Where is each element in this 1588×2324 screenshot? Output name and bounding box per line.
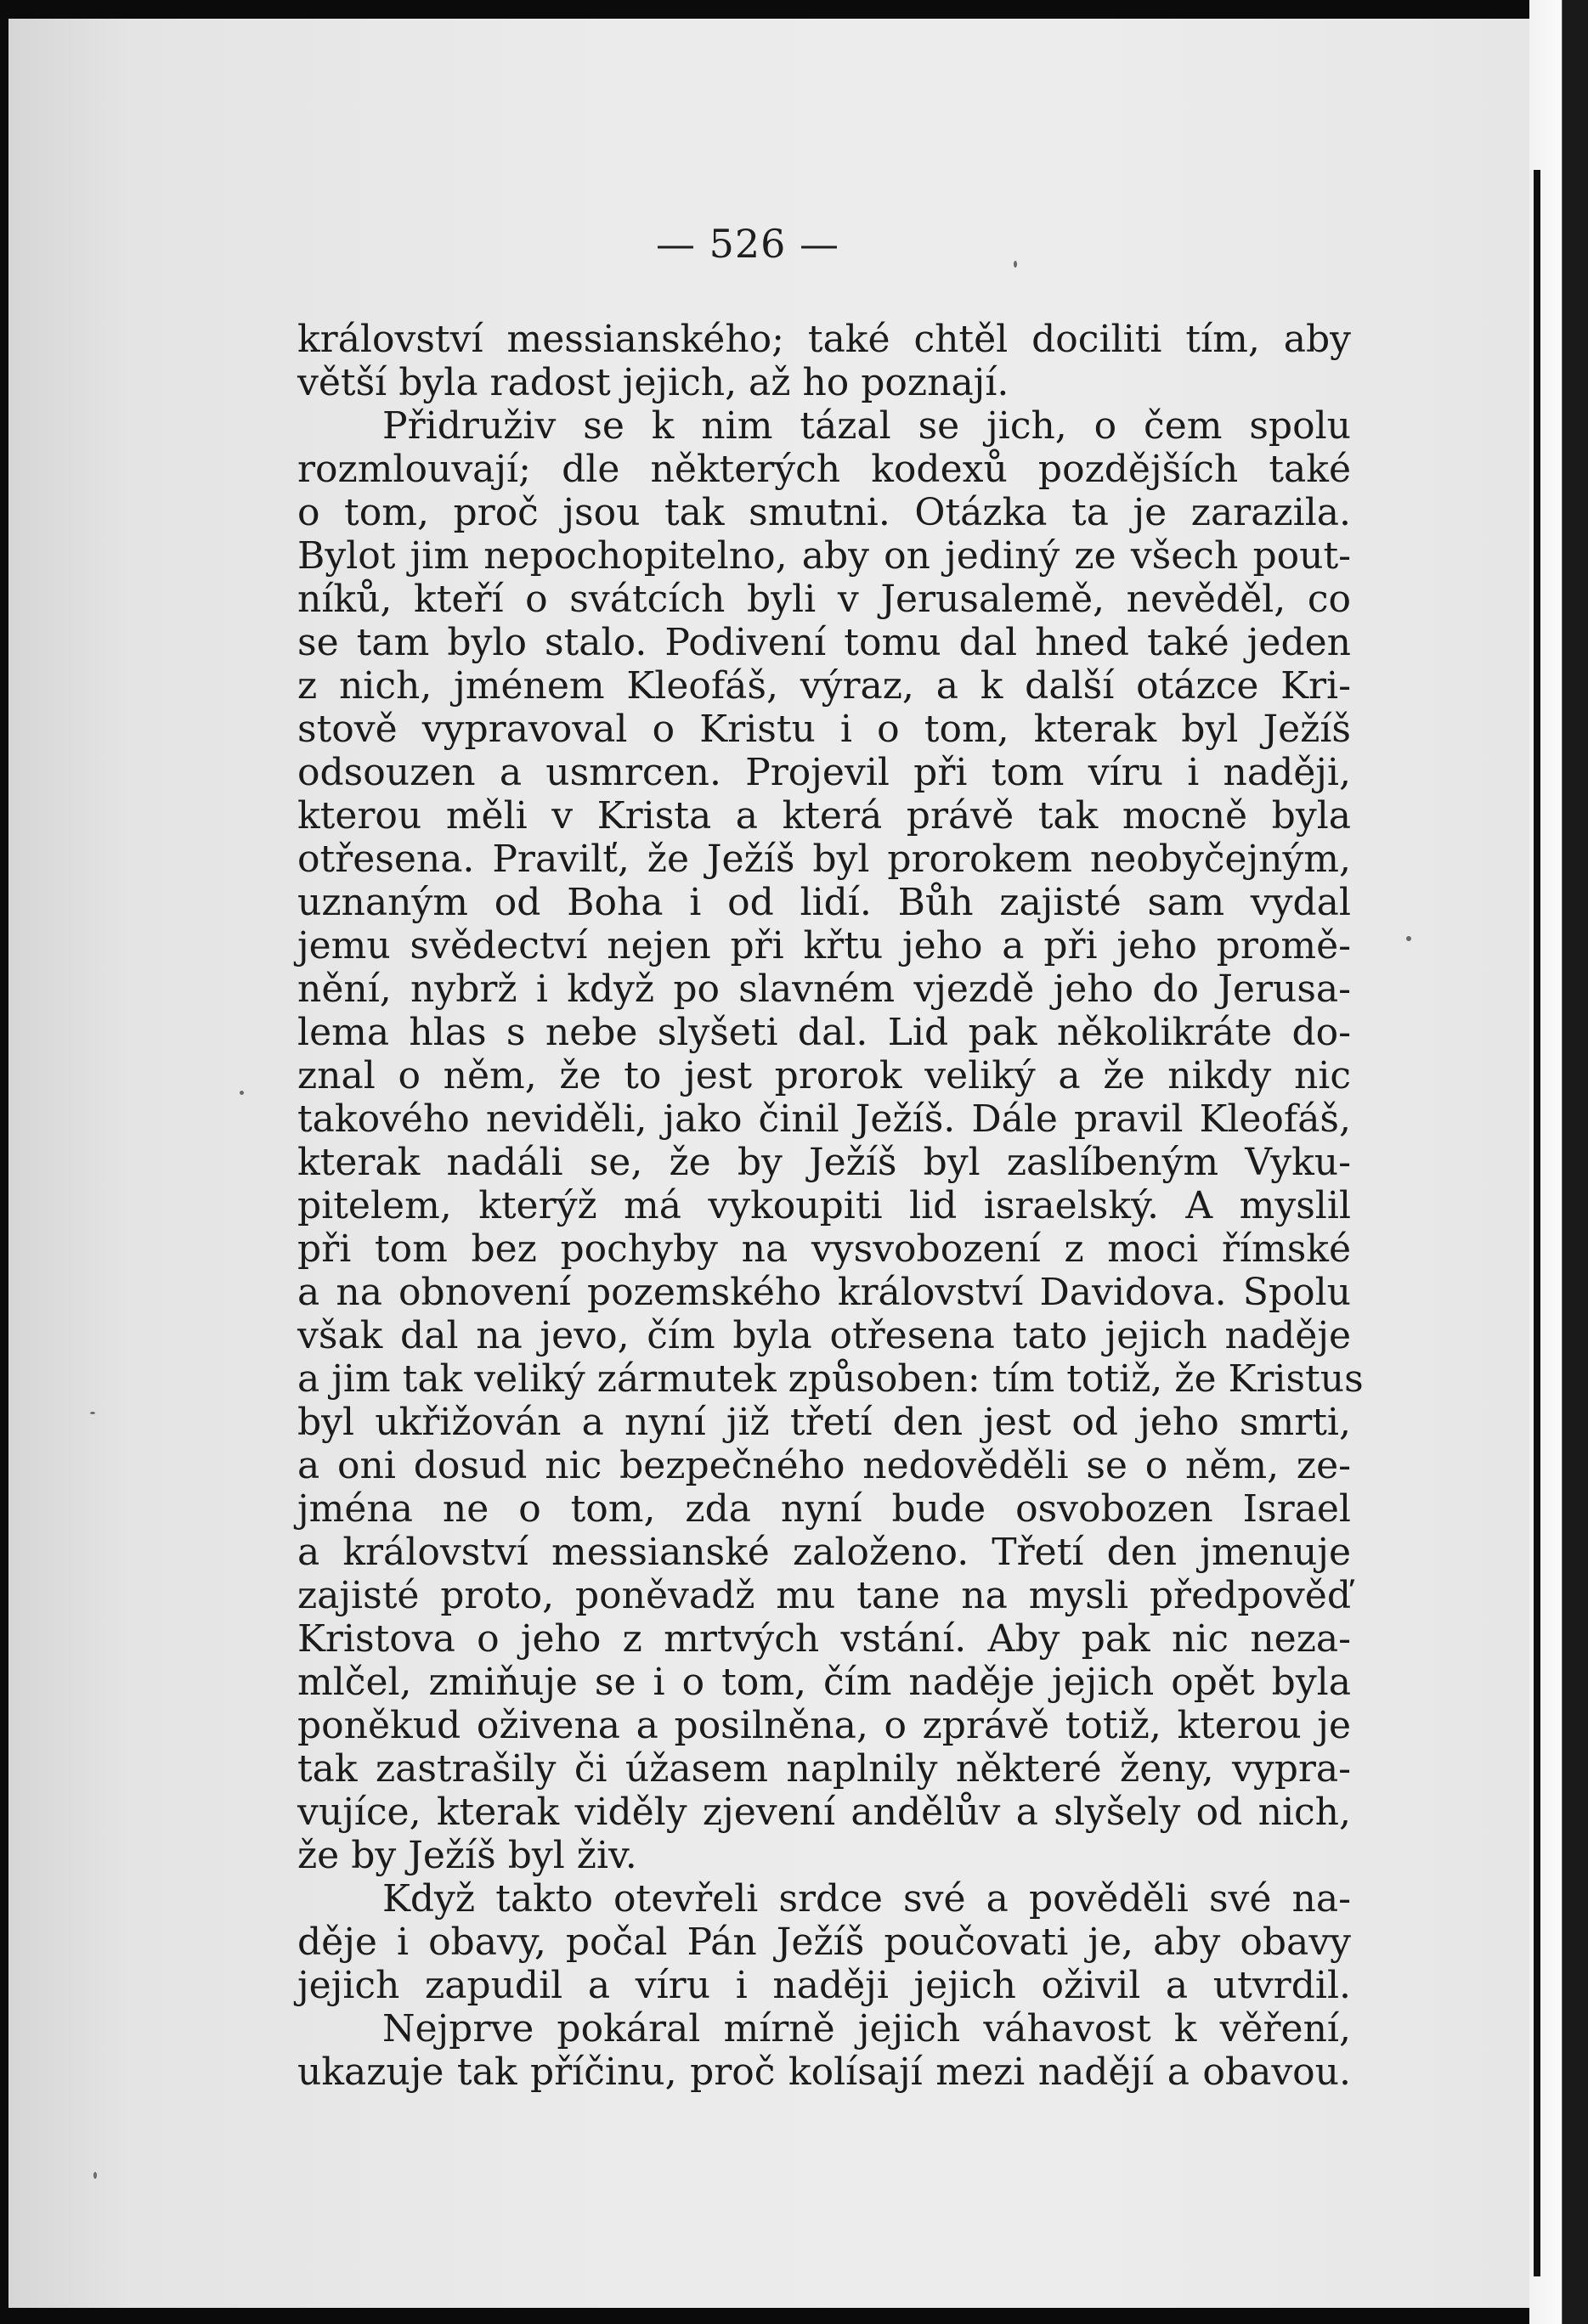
body-text — [297, 318, 1364, 2094]
text-line: a oni dosud nic bezpečného nedověděli se o něm, ze- — [297, 1444, 1351, 1487]
book-page — [8, 19, 1529, 2308]
text-line: kterou měli v Krista a která právě tak mocně byla — [297, 794, 1351, 838]
text-line: Přidruživ se k nim tázal se jich, o čem spolu — [382, 404, 1351, 448]
binding-edge — [1534, 170, 1540, 2276]
scan-speck — [1014, 261, 1017, 268]
text-line: Nejprve pokáral mírně jejich váhavost k věření, — [382, 2007, 1351, 2050]
text-line: však dal na jevo, čím byla otřesena tato jejich naděje — [297, 1314, 1351, 1357]
text-line: kterak nadáli se, že by Ježíš byl zaslíbeným Vyku- — [297, 1141, 1351, 1184]
text-line: tak zastrašily či úžasem naplnily některé ženy, vypra- — [297, 1747, 1351, 1791]
text-line: jména ne o tom, zda nyní bude osvobozen Israel — [297, 1487, 1351, 1531]
text-line: níků, kteří o svátcích byli v Jerusalemě, nevěděl, co — [297, 578, 1351, 621]
text-line: takového neviděli, jako činil Ježíš. Dále pravil Kleofáš, — [297, 1097, 1351, 1141]
text-line: mlčel, zmiňuje se i o tom, čím naděje jejich opět byla — [297, 1661, 1351, 1704]
scan-speck — [240, 1091, 244, 1095]
text-line: že by Ježíš byl živ. — [297, 1834, 637, 1877]
text-line: děje i obavy, počal Pán Ježíš poučovati je, aby obavy — [297, 1921, 1351, 1964]
text-line: zajisté proto, poněvadž mu tane na mysli předpověď — [297, 1574, 1351, 1617]
text-line: stově vypravoval o Kristu i o tom, kterak byl Ježíš — [297, 708, 1351, 751]
text-line: o tom, proč jsou tak smutni. Otázka ta je zarazila. — [297, 491, 1351, 534]
text-line: a království messianské založeno. Třetí den jmenuje — [297, 1531, 1351, 1574]
text-line: se tam bylo stalo. Podivení tomu dal hned také jeden — [297, 621, 1351, 664]
text-line: nění, nybrž i když po slavném vjezdě jeho do Jerusa- — [297, 967, 1351, 1011]
scan-speck — [90, 1412, 95, 1414]
text-line: uznaným od Boha i od lidí. Bůh zajisté sam vydal — [297, 881, 1351, 924]
text-line: a na obnovení pozemského království Davidova. Spolu — [297, 1271, 1351, 1314]
text-line: z nich, jménem Kleofáš, výraz, a k další otázce Kri- — [297, 664, 1351, 708]
text-line: rozmlouvají; dle některých kodexů pozdějších také — [297, 448, 1351, 491]
text-line: pitelem, kterýž má vykoupiti lid israelský. A myslil — [297, 1184, 1351, 1227]
text-line: větší byla radost jejich, až ho poznají. — [297, 361, 1009, 404]
text-line: znal o něm, že to jest prorok veliký a že nikdy nic — [297, 1054, 1351, 1097]
text-line: vujíce, kterak viděly zjevení andělův a slyšely od nich, — [297, 1791, 1351, 1834]
text-line: Kristova o jeho z mrtvých vstání. Aby pak nic neza- — [297, 1617, 1351, 1661]
text-line: království messianského; také chtěl dociliti tím, aby — [297, 318, 1351, 361]
page-number: — 526 — — [655, 221, 840, 267]
text-line: lema hlas s nebe slyšeti dal. Lid pak několikráte do- — [297, 1011, 1351, 1054]
text-line: při tom bez pochyby na vysvobození z moci římské — [297, 1227, 1351, 1271]
text-line: jemu svědectví nejen při křtu jeho a při jeho promě- — [297, 924, 1351, 967]
text-line: jejich zapudil a víru i naději jejich oživil a utvrdil. — [297, 1964, 1351, 2007]
text-line: byl ukřižován a nyní již třetí den jest od jeho smrti, — [297, 1401, 1351, 1444]
text-line: ukazuje tak příčinu, proč kolísají mezi nadějí a obavou. — [297, 2050, 1351, 2094]
text-line: a jim tak veliký zármutek způsoben: tím totiž, že Kristus — [297, 1357, 1364, 1401]
text-line: Když takto otevřeli srdce své a pověděli své na- — [382, 1877, 1351, 1921]
text-line: odsouzen a usmrcen. Projevil při tom víru i naději, — [297, 751, 1351, 794]
scan-speck — [93, 2172, 97, 2179]
text-line: Bylot jim nepochopitelno, aby on jediný ze všech pout- — [297, 534, 1351, 578]
text-line: poněkud oživena a posilněna, o zprávě totiž, kterou je — [297, 1704, 1351, 1747]
text-line: otřesena. Pravilť, že Ježíš byl prorokem neobyčejným, — [297, 838, 1351, 881]
scan-speck — [1406, 936, 1411, 941]
